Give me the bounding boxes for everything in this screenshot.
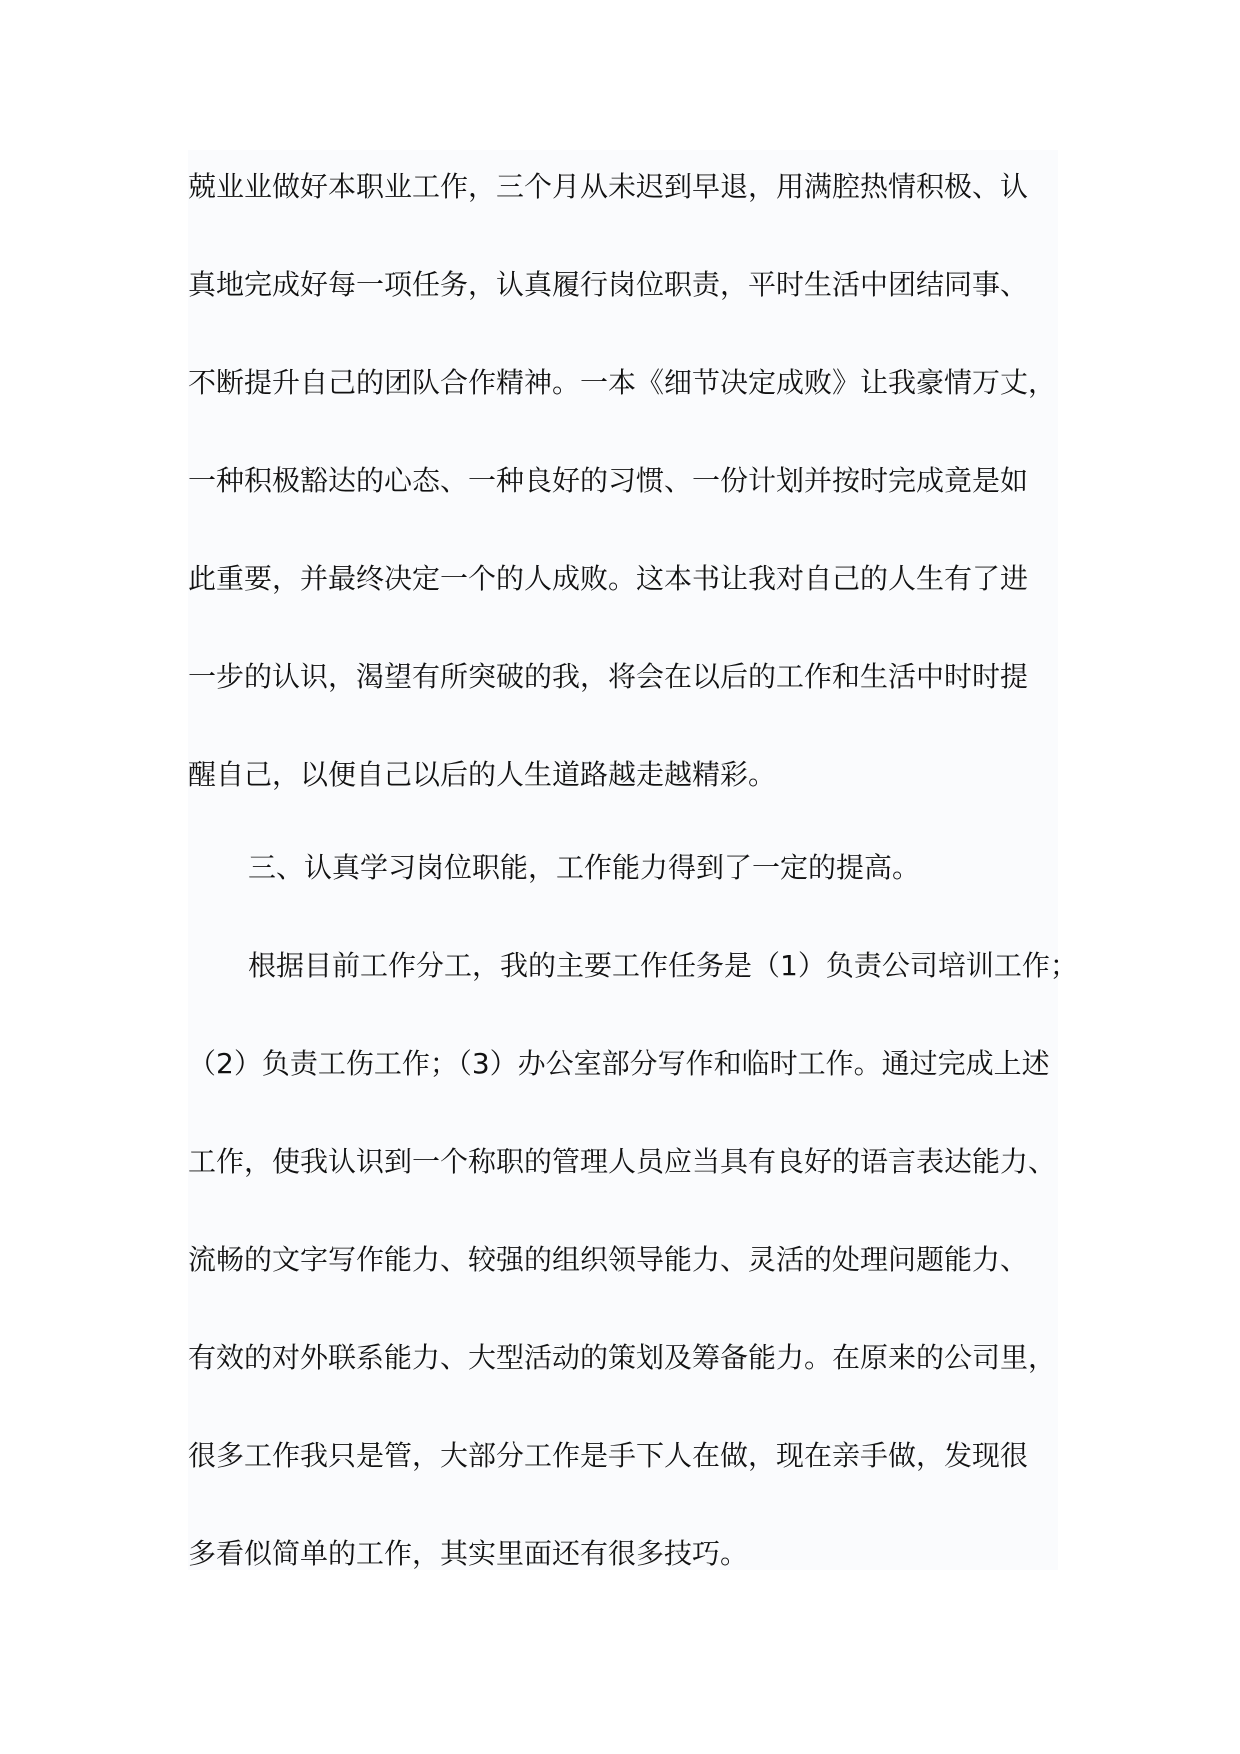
paragraph-line: （2）负责工伤工作；（3）办公室部分写作和临时工作。通过完成上述 [188, 1047, 1050, 1080]
paragraph-line: 根据目前工作分工，我的主要工作任务是（1）负责公司培训工作； [248, 949, 1078, 982]
paragraph-line: 一步的认识，渴望有所突破的我，将会在以后的工作和生活中时时提 [188, 660, 1029, 693]
paragraph-line: 工作，使我认识到一个称职的管理人员应当具有良好的语言表达能力、 [188, 1145, 1057, 1178]
paragraph-line: 不断提升自己的团队合作精神。一本《细节决定成败》让我豪情万丈， [188, 366, 1057, 399]
section-heading: 三、认真学习岗位职能，工作能力得到了一定的提高。 [248, 851, 921, 884]
paragraph-line: 兢业业做好本职业工作，三个月从未迟到早退，用满腔热情积极、认 [188, 170, 1029, 203]
paragraph-line: 流畅的文字写作能力、较强的组织领导能力、灵活的处理问题能力、 [188, 1243, 1029, 1276]
paragraph-line: 一种积极豁达的心态、一种良好的习惯、一份计划并按时完成竟是如 [188, 464, 1029, 497]
paragraph-line: 多看似简单的工作，其实里面还有很多技巧。 [188, 1537, 749, 1570]
paragraph-line: 醒自己，以便自己以后的人生道路越走越精彩。 [188, 758, 777, 791]
paragraph-line: 真地完成好每一项任务，认真履行岗位职责，平时生活中团结同事、 [188, 268, 1029, 301]
paragraph-line: 很多工作我只是管，大部分工作是手下人在做，现在亲手做，发现很 [188, 1439, 1029, 1472]
paragraph-line: 此重要，并最终决定一个的人成败。这本书让我对自己的人生有了进 [188, 562, 1029, 595]
paragraph-line: 有效的对外联系能力、大型活动的策划及筹备能力。在原来的公司里， [188, 1341, 1057, 1374]
